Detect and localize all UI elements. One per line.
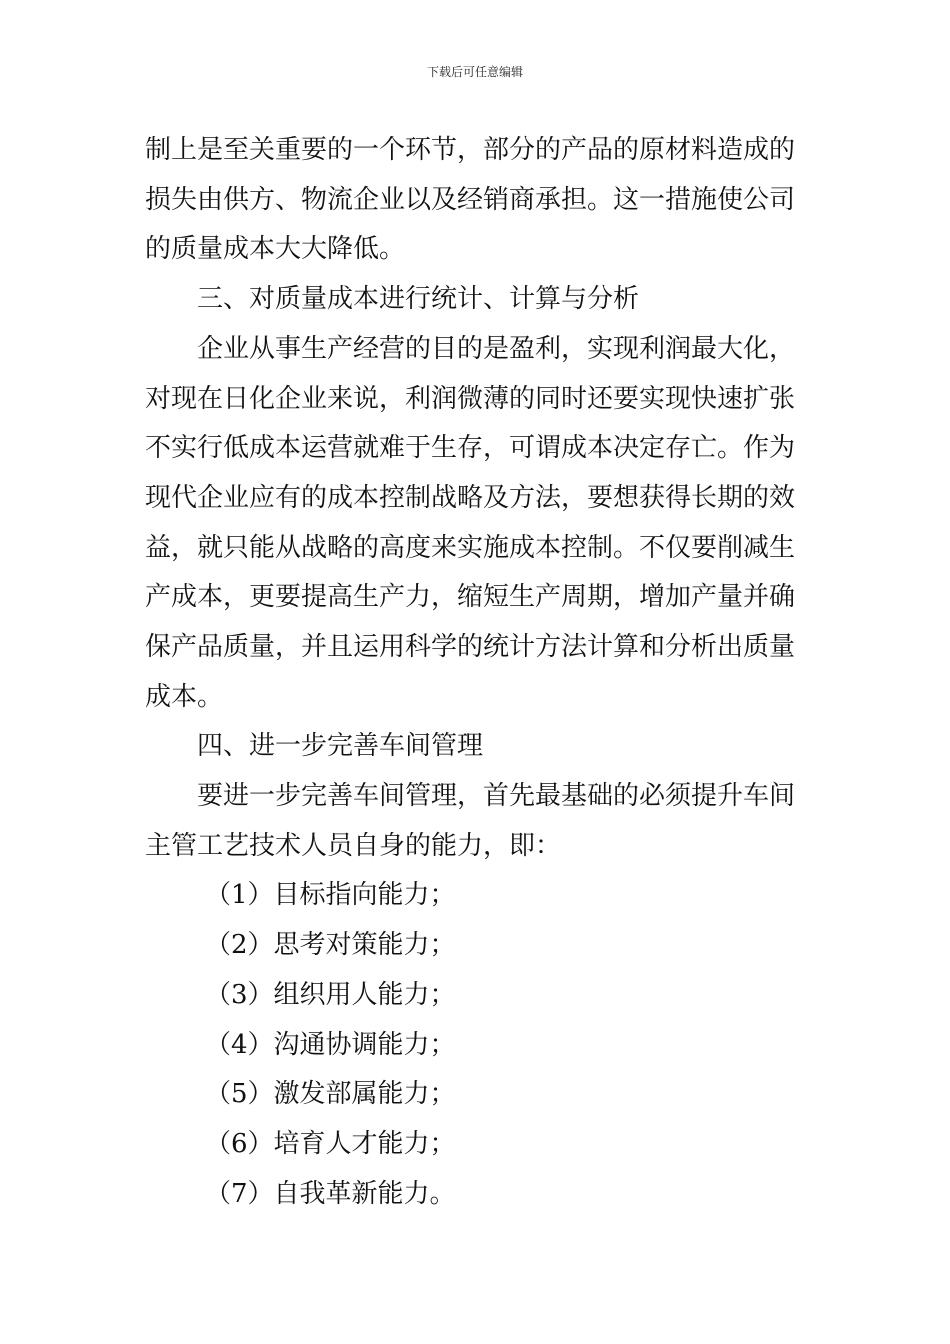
text-line: 益，就只能从战略的高度来实施成本控制。不仅要削减生 [145, 533, 796, 563]
text-line: 对现在日化企业来说，利润微薄的同时还要实现快速扩张 [145, 384, 796, 414]
text-line: 现代企业应有的成本控制战略及方法，要想获得长期的效 [145, 483, 796, 513]
list-item: （7）自我革新能力。 [205, 1179, 456, 1209]
section-heading: 四、进一步完善车间管理 [197, 731, 484, 761]
text-line: 要进一步完善车间管理，首先最基础的必须提升车间 [197, 781, 796, 811]
list-item: （2）思考对策能力； [205, 930, 456, 960]
text-line: 制上是至关重要的一个环节，部分的产品的原材料造成的 [145, 135, 796, 165]
text-line: 主管工艺技术人员自身的能力，即： [145, 831, 562, 861]
text-line: 保产品质量，并且运用科学的统计方法计算和分析出质量 [145, 632, 796, 662]
text-line: 产成本，更要提高生产力，缩短生产周期，增加产量并确 [145, 582, 796, 612]
text-line: 不实行低成本运营就难于生存，可谓成本决定存亡。作为 [145, 433, 796, 463]
list-item: （4）沟通协调能力； [205, 1030, 456, 1060]
text-line: 企业从事生产经营的目的是盈利，实现利润最大化， [197, 334, 796, 364]
list-item: （5）激发部属能力； [205, 1079, 456, 1109]
text-line: 损失由供方、物流企业以及经销商承担。这一措施使公司 [145, 185, 796, 215]
page-header: 下载后可任意编辑 [426, 65, 523, 79]
list-item: （6）培育人才能力； [205, 1129, 456, 1159]
text-line: 成本。 [145, 682, 224, 712]
text-line: 的质量成本大大降低。 [145, 234, 406, 264]
list-item: （1）目标指向能力； [205, 880, 456, 910]
list-item: （3）组织用人能力； [205, 980, 456, 1010]
section-heading: 三、对质量成本进行统计、计算与分析 [197, 284, 640, 314]
